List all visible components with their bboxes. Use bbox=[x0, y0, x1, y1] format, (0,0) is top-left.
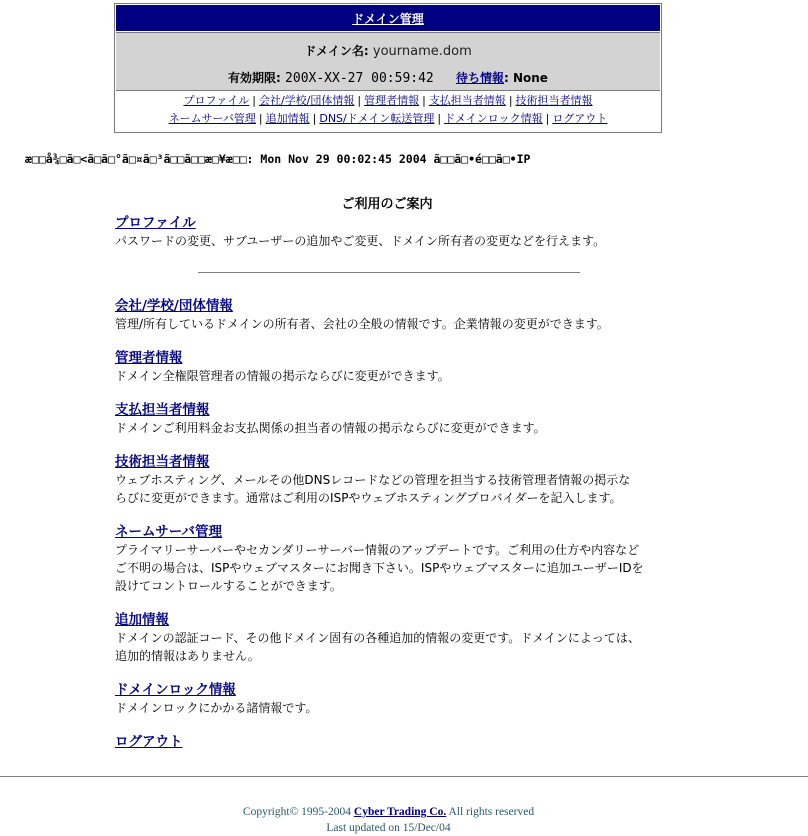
nav-nameserver-link[interactable]: ネームサーバ管理 bbox=[168, 112, 256, 125]
nav-admin-link[interactable]: 管理者情報 bbox=[364, 94, 420, 107]
domain-management-panel bbox=[114, 3, 662, 133]
expiry-label: 有効期限: bbox=[228, 71, 281, 85]
rights-text: All rights reserved bbox=[448, 806, 535, 818]
section-logout bbox=[115, 734, 660, 751]
section-company bbox=[115, 298, 660, 333]
panel-nav bbox=[116, 91, 660, 131]
domain-info-box bbox=[116, 32, 660, 91]
nav-row-1: プロファイル | 会社/学校/団体情報 | 管理者情報 | 支払担当者情報 | 技術担当者情報 bbox=[183, 94, 593, 107]
section-admin-link[interactable]: 管理者情報 bbox=[115, 350, 183, 366]
nav-lock-link[interactable]: ドメインロック情報 bbox=[444, 112, 543, 125]
expiry-row: 有効期限: 200X-XX-27 00:59:42 待ち情報: None bbox=[228, 71, 548, 86]
section-nameserver-desc-1: プライマリーサーバーやセカンダリーサーバー情報のアップデートです。ご利用の仕方や内容など bbox=[115, 543, 640, 557]
nav-additional-link[interactable]: 追加情報 bbox=[265, 112, 310, 125]
nav-billing-link[interactable]: 支払担当者情報 bbox=[428, 94, 506, 107]
section-billing bbox=[115, 402, 660, 437]
section-additional-desc-1: ドメインの認証コード、その他ドメイン固有の各種追加的情報の変更です。ドメインによっては、 bbox=[115, 631, 640, 645]
section-additional bbox=[115, 612, 660, 665]
section-tech-desc-1: ウェブホスティング、メールその他DNSレコードなどの管理を担当する技術管理者情報の掲示な bbox=[115, 473, 631, 487]
last-login-status: æ□□å¾□ã□<ã□ã□°ã□¤ã□³ã□□ã□□æ□¥æ□□: Mon Nov 29 00:02:45 2004 ã□□ã□•é□□ã□•IP bbox=[25, 152, 531, 166]
section-additional-link[interactable]: 追加情報 bbox=[115, 612, 169, 628]
panel-title[interactable]: ドメイン管理 bbox=[352, 12, 424, 26]
footer-divider bbox=[0, 776, 808, 777]
section-profile bbox=[115, 215, 660, 250]
divider bbox=[198, 272, 580, 273]
nav-tech-link[interactable]: 技術担当者情報 bbox=[515, 94, 593, 107]
nav-row-2: ネームサーバ管理 | 追加情報 | DNS/ドメイン転送管理 | ドメインロック情報 | ログアウト bbox=[168, 112, 608, 125]
nav-logout-link[interactable]: ログアウト bbox=[552, 112, 608, 125]
section-admin-desc: ドメイン全権限管理者の情報の掲示ならびに変更ができます。 bbox=[115, 369, 450, 383]
section-nameserver-desc-2: ご不明の場合は、ISPやウェブマスターにお聞き下さい。ISPやウェブマスターに追加ユーザーIDを bbox=[115, 561, 644, 575]
section-billing-desc: ドメインご利用料金お支払関係の担当者の情報の掲示ならびに変更ができます。 bbox=[115, 421, 546, 435]
footer-copyright bbox=[0, 806, 777, 818]
section-company-desc: 管理/所有しているドメインの所有者、会社の全般の情報です。企業情報の変更ができます。 bbox=[115, 317, 609, 331]
section-company-link[interactable]: 会社/学校/団体情報 bbox=[115, 298, 233, 314]
section-lock bbox=[115, 682, 660, 717]
company-link[interactable]: Cyber Trading Co. bbox=[353, 806, 447, 818]
section-profile-link[interactable]: プロファイル bbox=[115, 215, 196, 231]
nav-dns-link[interactable]: DNS/ドメイン転送管理 bbox=[319, 112, 435, 125]
footer-updated: Last updated on 15/Dec/04 bbox=[326, 822, 451, 834]
pending-info-link[interactable]: 待ち情報 bbox=[455, 71, 504, 85]
section-tech-desc-2: らびに変更ができます。通常はご利用のISPやウェブホスティングプロバイダーを記入します。 bbox=[115, 491, 622, 505]
section-additional-desc-2: 追加的情報はありません。 bbox=[115, 649, 260, 663]
guide-title: ご利用のご案内 bbox=[341, 197, 433, 212]
section-tech-link[interactable]: 技術担当者情報 bbox=[115, 454, 210, 470]
domain-name-row bbox=[116, 42, 660, 59]
section-nameserver bbox=[115, 524, 660, 595]
section-admin bbox=[115, 350, 660, 385]
section-logout-link[interactable]: ログアウト bbox=[115, 734, 183, 750]
domain-name-value: yourname.dom bbox=[372, 44, 472, 59]
expiry-value: 200X-XX-27 00:59:42 bbox=[285, 71, 434, 86]
nav-company-link[interactable]: 会社/学校/団体情報 bbox=[258, 94, 355, 107]
section-tech bbox=[115, 454, 660, 507]
pending-value: None bbox=[512, 71, 548, 85]
panel-title-bar bbox=[116, 5, 660, 31]
copyright-prefix: Copyright© 1995-2004 bbox=[242, 806, 352, 818]
section-billing-link[interactable]: 支払担当者情報 bbox=[115, 402, 210, 418]
section-lock-desc: ドメインロックにかかる諸情報です。 bbox=[115, 701, 318, 715]
section-nameserver-link[interactable]: ネームサーバ管理 bbox=[115, 524, 223, 540]
section-lock-link[interactable]: ドメインロック情報 bbox=[115, 682, 236, 698]
nav-profile-link[interactable]: プロファイル bbox=[183, 94, 250, 107]
section-profile-desc: パスワードの変更、サブユーザーの追加やご変更、ドメイン所有者の変更などを行えます。 bbox=[115, 234, 606, 248]
domain-name-label: ドメイン名: bbox=[304, 44, 369, 58]
section-nameserver-desc-3: 設けてコントロールすることができます。 bbox=[115, 579, 342, 593]
